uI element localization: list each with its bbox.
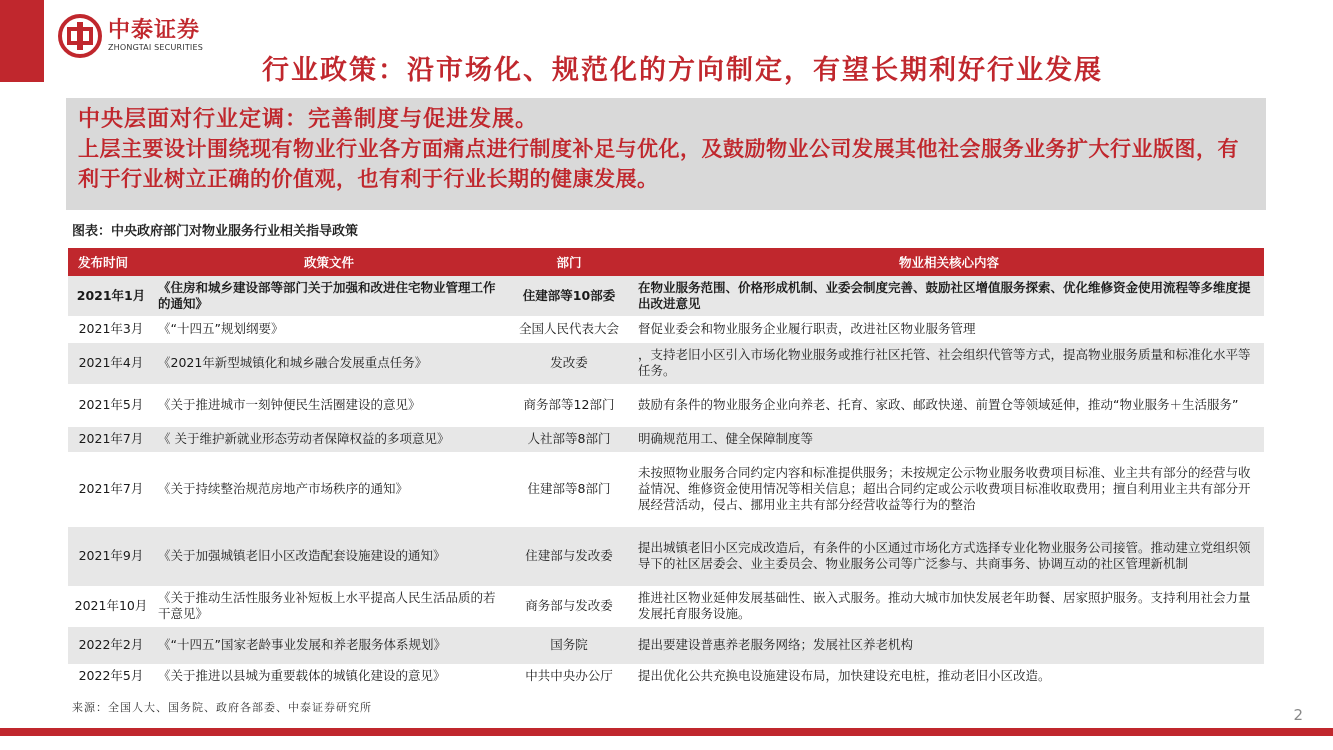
cell-department: 商务部等12部门 (504, 384, 634, 426)
table-row (68, 626, 1264, 664)
cell-content: 提出要建设普惠养老服务网络；发展社区养老机构 (634, 626, 1264, 664)
header-content: 物业相关核心内容 (634, 248, 1264, 276)
header-department: 部门 (504, 248, 634, 276)
cell-content: 在物业服务范围、价格形成机制、业委会制度完善、鼓励社区增值服务探索、优化维修资金使用流程等多维度提出改进意见 (634, 276, 1264, 316)
cell-department: 住建部等10部委 (504, 276, 634, 316)
cell-document: 《关于推动生活性服务业补短板上水平提高人民生活品质的若干意见》 (154, 586, 504, 626)
zhongtai-logo-icon (58, 14, 102, 58)
cell-date: 2022年2月 (68, 626, 154, 664)
cell-content: 推进社区物业延伸发展基础性、嵌入式服务。推动大城市加快发展老年助餐、居家照护服务。支持利用社会力量发展托育服务设施。 (634, 586, 1264, 626)
table-row (68, 526, 1264, 586)
cell-department: 住建部等8部门 (504, 452, 634, 526)
table-row (68, 664, 1264, 688)
bottom-accent-bar (0, 728, 1333, 736)
cell-document: 《“十四五”国家老龄事业发展和养老服务体系规划》 (154, 626, 504, 664)
cell-document: 《住房和城乡建设部等部门关于加强和改进住宅物业管理工作的通知》 (154, 276, 504, 316)
table-header-row (68, 248, 1264, 276)
table-caption: 图表：中央政府部门对物业服务行业相关指导政策 (72, 224, 359, 239)
brand-name: 中泰证券 (108, 18, 201, 43)
slide-title: 行业政策：沿市场化、规范化的方向制定，有望长期利好行业发展 (262, 55, 1103, 86)
header-date: 发布时间 (68, 248, 154, 276)
cell-department: 发改委 (504, 342, 634, 384)
key-message-heading: 中央层面对行业定调：完善制度与促进发展。 (78, 106, 539, 132)
cell-department: 人社部等8部门 (504, 426, 634, 452)
table-row (68, 276, 1264, 316)
table-row (68, 586, 1264, 626)
cell-content: 未按照物业服务合同约定内容和标准提供服务；未按规定公示物业服务收费项目标准、业主共有部分的经营与收益情况、维修资金使用情况等相关信息；超出合同约定或公示收费项目标准收取费用；擅自利用业主共有部分开展经营活动，侵占、挪用业主共有部分经营收益等行为的整治 (634, 452, 1264, 526)
cell-content: 鼓励有条件的物业服务企业向养老、托育、家政、邮政快递、前置仓等领域延伸，推动“物业服务＋生活服务” (634, 384, 1264, 426)
cell-content: 督促业委会和物业服务企业履行职责，改进社区物业服务管理 (634, 316, 1264, 342)
header-document: 政策文件 (154, 248, 504, 276)
cell-content: 提出城镇老旧小区完成改造后，有条件的小区通过市场化方式选择专业化物业服务公司接管。推动建立党组织领导下的社区居委会、业主委员会、物业服务公司等广泛参与、共商事务、协调互动的社区管理新机制 (634, 526, 1264, 586)
cell-date: 2021年7月 (68, 426, 154, 452)
table-row (68, 342, 1264, 384)
cell-document: 《2021年新型城镇化和城乡融合发展重点任务》 (154, 342, 504, 384)
cell-content: 明确规范用工、健全保障制度等 (634, 426, 1264, 452)
cell-department: 中共中央办公厅 (504, 664, 634, 688)
cell-date: 2021年1月 (68, 276, 154, 316)
cell-document: 《“十四五”规划纲要》 (154, 316, 504, 342)
key-message-body: 上层主要设计围绕现有物业行业各方面痛点进行制度补足与优化，及鼓励物业公司发展其他社会服务业务扩大行业版图，有利于行业树立正确的价值观，也有利于行业长期的健康发展。 (78, 136, 1239, 191)
cell-document: 《关于加强城镇老旧小区改造配套设施建设的通知》 (154, 526, 504, 586)
cell-date: 2021年4月 (68, 342, 154, 384)
cell-content: ，支持老旧小区引入市场化物业服务或推行社区托管、社会组织代管等方式，提高物业服务质量和标准化水平等任务。 (634, 342, 1264, 384)
cell-content: 提出优化公共充换电设施建设布局，加快建设充电桩，推动老旧小区改造。 (634, 664, 1264, 688)
key-message-box (66, 98, 1266, 210)
cell-date: 2021年5月 (68, 384, 154, 426)
cell-date: 2022年5月 (68, 664, 154, 688)
table-row (68, 426, 1264, 452)
cell-department: 商务部与发改委 (504, 586, 634, 626)
table-row (68, 316, 1264, 342)
cell-document: 《 关于维护新就业形态劳动者保障权益的多项意见》 (154, 426, 504, 452)
page-number: 2 (1293, 706, 1303, 724)
table-row (68, 452, 1264, 526)
cell-department: 住建部与发改委 (504, 526, 634, 586)
policy-table (68, 248, 1264, 689)
source-note: 来源：全国人大、国务院、政府各部委、中泰证券研究所 (72, 701, 372, 714)
cell-date: 2021年7月 (68, 452, 154, 526)
cell-document: 《关于推进城市一刻钟便民生活圈建设的意见》 (154, 384, 504, 426)
cell-date: 2021年10月 (68, 586, 154, 626)
cell-date: 2021年9月 (68, 526, 154, 586)
cell-department: 国务院 (504, 626, 634, 664)
cell-document: 《关于推进以县城为重要载体的城镇化建设的意见》 (154, 664, 504, 688)
cell-department: 全国人民代表大会 (504, 316, 634, 342)
cell-date: 2021年3月 (68, 316, 154, 342)
left-accent-bar (0, 0, 44, 82)
brand-name-en: ZHONGTAI SECURITIES (108, 43, 204, 52)
brand-logo (58, 14, 203, 58)
cell-document: 《关于持续整治规范房地产市场秩序的通知》 (154, 452, 504, 526)
table-row (68, 384, 1264, 426)
